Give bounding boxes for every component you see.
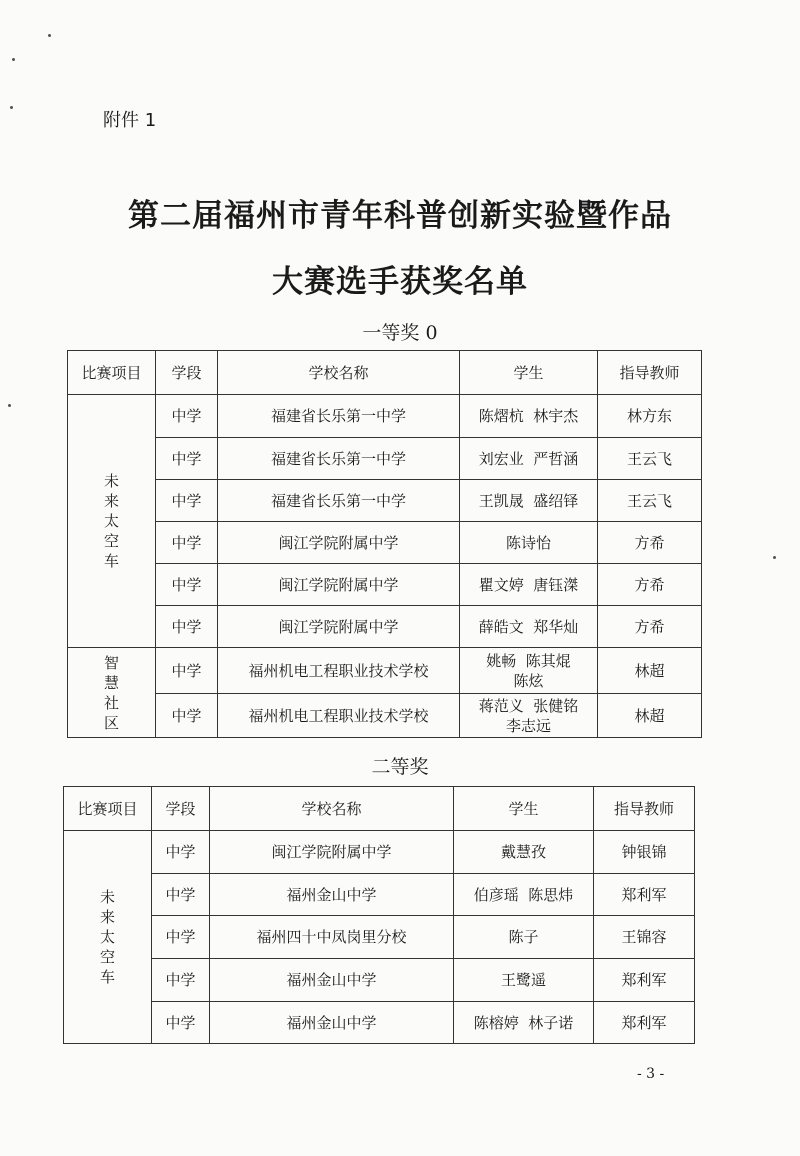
stage-cell: 中学 xyxy=(156,694,218,738)
school-cell: 福州四十中凤岗里分校 xyxy=(210,916,454,959)
title-line-1: 第二届福州市青年科普创新实验暨作品 xyxy=(128,198,672,234)
category-cell: 未 来 太 空 车 xyxy=(68,395,156,648)
table-row xyxy=(68,480,702,522)
table-row xyxy=(68,606,702,648)
table-row xyxy=(68,564,702,606)
col-header-category: 比赛项目 xyxy=(64,787,152,831)
stage-cell: 中学 xyxy=(156,648,218,694)
table-row xyxy=(68,395,702,438)
title-line-2: 大赛选手获奖名单 xyxy=(272,264,528,300)
stage-cell: 中学 xyxy=(156,564,218,606)
col-header-school: 学校名称 xyxy=(210,787,454,831)
students-line: 陈炫 xyxy=(513,671,544,690)
col-header-category: 比赛项目 xyxy=(68,351,156,395)
school-cell: 福州机电工程职业技术学校 xyxy=(218,694,460,738)
teacher-cell: 林超 xyxy=(598,694,702,738)
students-cell: 陈子 xyxy=(454,916,594,959)
scan-speck xyxy=(10,106,13,109)
table-row xyxy=(64,831,695,874)
table-row xyxy=(64,959,695,1002)
school-cell: 闽江学院附属中学 xyxy=(210,831,454,874)
students-cell xyxy=(460,694,598,738)
table-row xyxy=(64,1002,695,1044)
students-line: 蒋范义 张健铭 xyxy=(478,696,579,715)
students-cell: 刘宏业 严哲涵 xyxy=(460,438,598,480)
second-prize-heading: 二等奖 xyxy=(371,756,429,778)
teacher-cell: 林方东 xyxy=(598,395,702,438)
teacher-cell: 王云飞 xyxy=(598,480,702,522)
stage-cell: 中学 xyxy=(156,480,218,522)
stage-cell: 中学 xyxy=(156,606,218,648)
school-cell: 闽江学院附属中学 xyxy=(218,522,460,564)
table-row xyxy=(64,874,695,916)
col-header-teacher: 指导教师 xyxy=(594,787,695,831)
school-cell: 福建省长乐第一中学 xyxy=(218,480,460,522)
table-row xyxy=(68,694,702,738)
scan-speck xyxy=(48,34,51,37)
school-cell: 福州金山中学 xyxy=(210,874,454,916)
teacher-cell: 钟银锦 xyxy=(594,831,695,874)
category-cell: 智 慧 社 区 xyxy=(68,648,156,738)
col-header-school: 学校名称 xyxy=(218,351,460,395)
stage-cell: 中学 xyxy=(156,395,218,438)
school-cell: 闽江学院附属中学 xyxy=(218,606,460,648)
table-row xyxy=(64,916,695,959)
teacher-cell: 王锦容 xyxy=(594,916,695,959)
first-prize-table xyxy=(67,350,702,738)
stage-cell: 中学 xyxy=(152,831,210,874)
teacher-cell: 方希 xyxy=(598,522,702,564)
teacher-cell: 郑利军 xyxy=(594,874,695,916)
stage-cell: 中学 xyxy=(152,1002,210,1044)
teacher-cell: 方希 xyxy=(598,564,702,606)
stage-cell: 中学 xyxy=(152,874,210,916)
second-prize-table xyxy=(63,786,695,1044)
stage-cell: 中学 xyxy=(152,959,210,1002)
category-cell: 未 来 太 空 车 xyxy=(64,831,152,1044)
students-cell xyxy=(460,648,598,694)
col-header-students: 学生 xyxy=(460,351,598,395)
table-row xyxy=(68,438,702,480)
school-cell: 福州金山中学 xyxy=(210,1002,454,1044)
school-cell: 福建省长乐第一中学 xyxy=(218,438,460,480)
col-header-teacher: 指导教师 xyxy=(598,351,702,395)
page-number: - 3 - xyxy=(637,1066,665,1082)
students-line: 姚畅 陈其焜 xyxy=(486,651,571,670)
students-cell: 王鹭遥 xyxy=(454,959,594,1002)
teacher-cell: 林超 xyxy=(598,648,702,694)
students-cell: 薛皓文 郑华灿 xyxy=(460,606,598,648)
students-cell: 戴慧孜 xyxy=(454,831,594,874)
school-cell: 福州机电工程职业技术学校 xyxy=(218,648,460,694)
table-row xyxy=(68,648,702,694)
school-cell: 闽江学院附属中学 xyxy=(218,564,460,606)
stage-cell: 中学 xyxy=(156,438,218,480)
stage-cell: 中学 xyxy=(156,522,218,564)
teacher-cell: 王云飞 xyxy=(598,438,702,480)
col-header-stage: 学段 xyxy=(152,787,210,831)
table-row xyxy=(68,522,702,564)
scan-speck xyxy=(8,404,11,407)
students-line: 李志远 xyxy=(505,716,551,735)
table-header-row xyxy=(68,351,702,395)
school-cell: 福州金山中学 xyxy=(210,959,454,1002)
col-header-stage: 学段 xyxy=(156,351,218,395)
col-header-students: 学生 xyxy=(454,787,594,831)
first-prize-heading: 一等奖 0 xyxy=(362,322,438,344)
attachment-label: 附件 1 xyxy=(103,110,157,131)
school-cell: 福建省长乐第一中学 xyxy=(218,395,460,438)
teacher-cell: 郑利军 xyxy=(594,959,695,1002)
students-cell: 王凯晟 盛绍铎 xyxy=(460,480,598,522)
students-cell: 陈诗怡 xyxy=(460,522,598,564)
scan-speck xyxy=(773,556,776,559)
students-cell: 陈榕婷 林子诺 xyxy=(454,1002,594,1044)
stage-cell: 中学 xyxy=(152,916,210,959)
students-cell: 陈熠杭 林宇杰 xyxy=(460,395,598,438)
teacher-cell: 郑利军 xyxy=(594,1002,695,1044)
scan-speck xyxy=(12,58,15,61)
teacher-cell: 方希 xyxy=(598,606,702,648)
students-cell: 伯彦瑶 陈思炜 xyxy=(454,874,594,916)
students-cell: 瞿文婷 唐钰滐 xyxy=(460,564,598,606)
table-header-row xyxy=(64,787,695,831)
